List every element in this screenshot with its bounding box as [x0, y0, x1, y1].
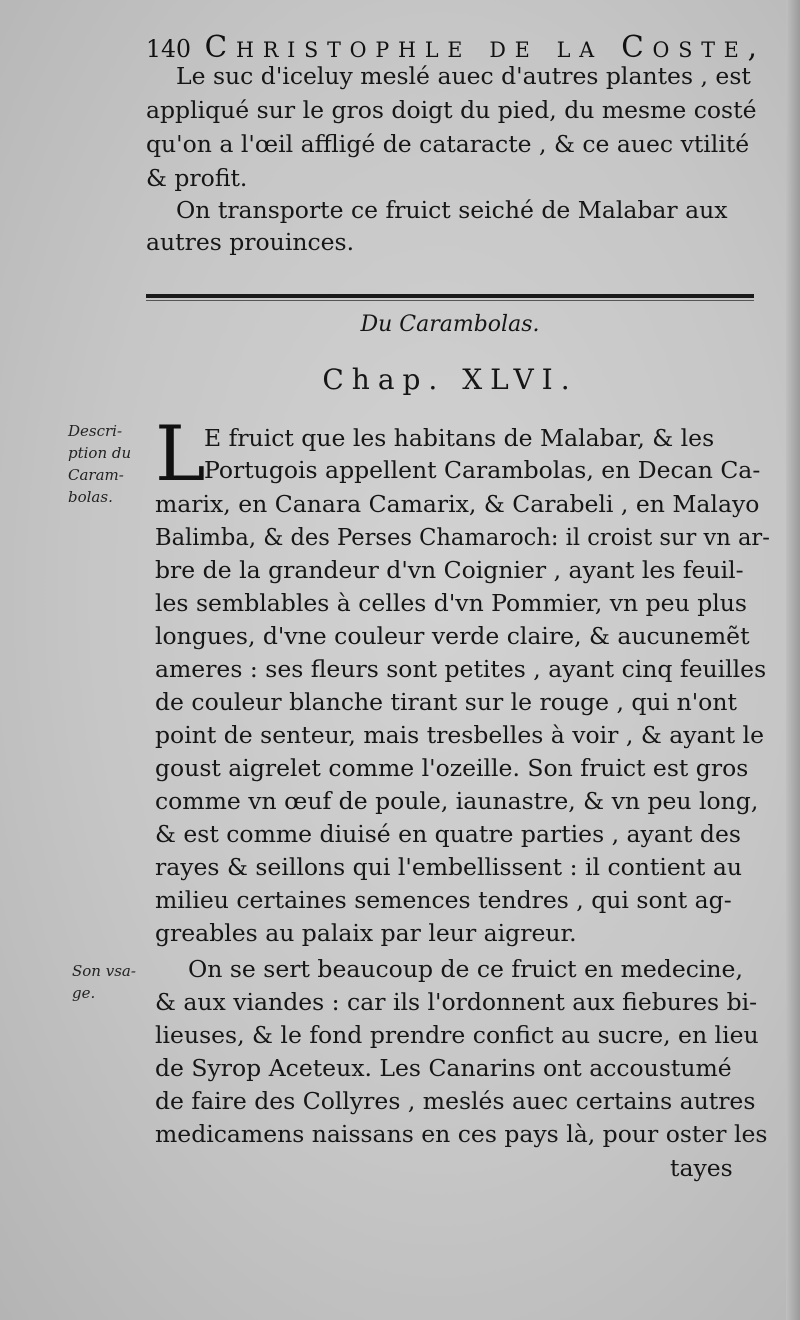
text-line: On se sert beaucoup de ce fruict en medecine,: [188, 955, 743, 983]
margin-note-line: Caram-: [68, 466, 124, 484]
text-line: qu'on a l'œil affligé de cataracte , & ce auec vtilité: [146, 130, 750, 158]
catchword: tayes: [670, 1154, 733, 1182]
section-divider: [146, 294, 754, 298]
text-line: goust aigrelet comme l'ozeille. Son fruict est gros: [155, 754, 749, 782]
text-line: de Syrop Aceteux. Les Canarins ont accoustumé: [155, 1054, 732, 1082]
text-line: medicamens naissans en ces pays là, pour oster les: [155, 1120, 768, 1148]
margin-note-line: Son vsa-: [72, 962, 136, 980]
text-line: appliqué sur le gros doigt du pied, du mesme costé: [146, 96, 757, 124]
text-line: Portugois appellent Carambolas, en Decan Ca-: [204, 456, 761, 484]
text-line: greables au palaix par leur aigreur.: [155, 919, 577, 947]
text-line: E fruict que les habitans de Malabar, & les: [204, 424, 715, 452]
text-line: de faire des Collyres , meslés auec certains autres: [155, 1087, 756, 1115]
text-line: & profit.: [146, 164, 248, 192]
text-line: point de senteur, mais tresbelles à voir , & ayant le: [155, 721, 764, 749]
drop-cap: L: [155, 409, 206, 498]
margin-note-line: ption du: [68, 444, 132, 462]
text-line: On transporte ce fruict seiché de Malabar aux: [176, 196, 728, 224]
text-line: & est comme diuisé en quatre parties , ayant des: [155, 820, 741, 848]
running-title: Christophle de la Coste,: [204, 30, 766, 65]
text-line: de couleur blanche tirant sur le rouge , qui n'ont: [155, 688, 737, 716]
section-title: Du Carambolas.: [360, 312, 540, 337]
margin-note-line: Descri-: [68, 422, 123, 440]
section-divider-thin: [146, 300, 754, 301]
text-line: ameres : ses fleurs sont petites , ayant cinq feuilles: [155, 655, 767, 683]
text-line: Le suc d'iceluy meslé auec d'autres plantes , est: [176, 62, 751, 90]
text-line: comme vn œuf de poule, iaunastre, & vn peu long,: [155, 787, 759, 815]
margin-note-line: bolas.: [68, 488, 113, 506]
text-line: bre de la grandeur d'vn Coignier , ayant les feuil-: [155, 556, 744, 584]
text-line: milieu certaines semences tendres , qui sont ag-: [155, 886, 732, 914]
page-number: 140: [146, 35, 191, 63]
text-line: rayes & seillons qui l'embellissent : il contient au: [155, 853, 742, 881]
margin-note-line: ge.: [72, 984, 96, 1002]
text-line: autres prouinces.: [146, 228, 355, 256]
text-line: longues, d'vne couleur verde claire, & aucunemẽt: [155, 622, 750, 650]
text-line: Balimba, & des Perses Chamaroch: il croist sur vn ar-: [155, 523, 770, 551]
text-line: lieuses, & le fond prendre confict au sucre, en lieu: [155, 1021, 759, 1049]
page-edge: [786, 0, 800, 1320]
text-line: & aux viandes : car ils l'ordonnent aux fiebures bi-: [155, 988, 758, 1016]
margin-note-description: [68, 420, 131, 508]
margin-note-usage: [72, 960, 136, 1004]
text-line: les semblables à celles d'vn Pommier, vn peu plus: [155, 589, 747, 617]
text-line: marix, en Canara Camarix, & Carabeli , en Malayo: [155, 490, 760, 518]
chapter-heading: Chap. XLVI.: [322, 363, 578, 396]
